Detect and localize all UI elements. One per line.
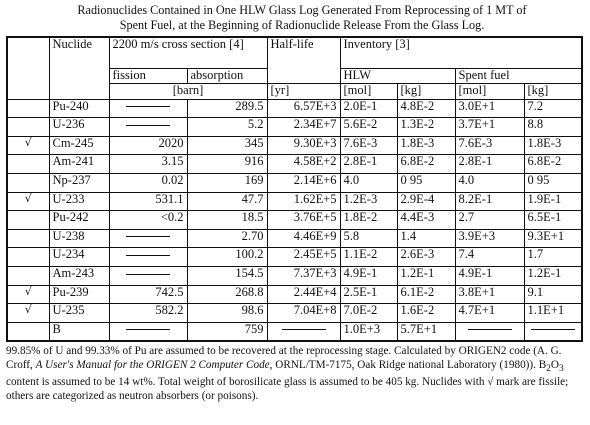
footnote-subscript-3: 3 (558, 363, 564, 374)
absorption-cross-section: 916 (187, 155, 267, 174)
half-life: 2.34E+7 (267, 118, 340, 137)
spent-fuel-kg: 1.2E-1 (524, 267, 582, 286)
em-dash-placeholder (126, 236, 170, 237)
fissile-mark: √ (7, 192, 49, 211)
spent-fuel-mol: 4.7E+1 (455, 304, 524, 323)
spent-fuel-kg: 9.1 (524, 285, 582, 304)
footnote (6, 345, 584, 404)
spent-fuel-mol: 7.6E-3 (455, 136, 524, 155)
table-row (7, 211, 582, 230)
table-row (7, 99, 582, 118)
fissile-mark (7, 173, 49, 192)
header-half-life: Half-life (267, 37, 340, 84)
nuclide-name: Am-241 (49, 155, 109, 174)
fission-cross-section: 531.1 (109, 192, 187, 211)
spent-fuel-kg: 9.3E+1 (524, 229, 582, 248)
absorption-cross-section: 268.8 (187, 285, 267, 304)
hlw-kg: 4.4E-3 (397, 211, 455, 230)
hlw-kg: 0 95 (397, 173, 455, 192)
hlw-mol: 1.8E-2 (340, 211, 397, 230)
em-dash-placeholder (126, 106, 170, 107)
spent-fuel-kg: 1.7 (524, 248, 582, 267)
spent-fuel-mol: 8.2E-1 (455, 192, 524, 211)
hlw-mol: 1.0E+3 (340, 322, 397, 341)
spent-fuel-kg: 6.8E-2 (524, 155, 582, 174)
table-row (7, 322, 582, 341)
hlw-kg: 1.3E-2 (397, 118, 455, 137)
fissile-mark (7, 118, 49, 137)
header-inventory: Inventory [3] (340, 37, 582, 68)
table-caption (22, 3, 582, 33)
caption-line-2: Spent Fuel, at the Beginning of Radionuclide Release From the Glass Log. (119, 18, 485, 32)
header-absorption: absorption (187, 68, 267, 84)
half-life: 2.14E+6 (267, 173, 340, 192)
absorption-cross-section: 154.5 (187, 267, 267, 286)
nuclide-name: U-235 (49, 304, 109, 323)
nuclide-name: Cm-245 (49, 136, 109, 155)
hlw-mol: 7.6E-3 (340, 136, 397, 155)
spent-fuel-mol: 3.8E+1 (455, 285, 524, 304)
em-dash-placeholder (126, 329, 170, 330)
spent-fuel-kg: 6.5E-1 (524, 211, 582, 230)
hlw-mol: 7.0E-2 (340, 304, 397, 323)
fission-cross-section: 582.2 (109, 304, 187, 323)
footnote-text-o: O (550, 358, 559, 371)
fission-cross-section (109, 267, 187, 286)
half-life: 2.45E+5 (267, 248, 340, 267)
em-dash-placeholder (282, 329, 326, 330)
absorption-cross-section: 47.7 (187, 192, 267, 211)
hlw-mol: 1.2E-3 (340, 192, 397, 211)
hlw-mol: 4.0 (340, 173, 397, 192)
fission-cross-section: 742.5 (109, 285, 187, 304)
header-fission: fission (109, 68, 187, 84)
header-unit-sf-kg: [kg] (524, 84, 582, 100)
spent-fuel-kg: 8.8 (524, 118, 582, 137)
hlw-kg: 1.6E-2 (397, 304, 455, 323)
spent-fuel-mol: 3.9E+3 (455, 229, 524, 248)
nuclide-name: Am-243 (49, 267, 109, 286)
hlw-mol: 2.0E-1 (340, 99, 397, 118)
hlw-kg: 1.2E-1 (397, 267, 455, 286)
fission-cross-section: 0.02 (109, 173, 187, 192)
absorption-cross-section: 100.2 (187, 248, 267, 267)
fissile-mark (7, 248, 49, 267)
fission-cross-section: 3.15 (109, 155, 187, 174)
half-life: 6.57E+3 (267, 99, 340, 118)
hlw-kg: 5.7E+1 (397, 322, 455, 341)
hlw-mol: 4.9E-1 (340, 267, 397, 286)
fissile-mark (7, 229, 49, 248)
absorption-cross-section: 759 (187, 322, 267, 341)
em-dash-placeholder (126, 274, 170, 275)
hlw-kg: 6.8E-2 (397, 155, 455, 174)
half-life (267, 322, 340, 341)
header-spent-fuel: Spent fuel (455, 68, 582, 84)
absorption-cross-section: 2.70 (187, 229, 267, 248)
half-life: 1.62E+5 (267, 192, 340, 211)
hlw-mol: 2.5E-1 (340, 285, 397, 304)
nuclide-name: B (49, 322, 109, 341)
header-unit-barn: [barn] (109, 84, 267, 100)
hlw-kg: 2.6E-3 (397, 248, 455, 267)
radionuclide-table (6, 36, 583, 342)
spent-fuel-mol: 3.7E+1 (455, 118, 524, 137)
spent-fuel-kg (524, 322, 582, 341)
table-row (7, 136, 582, 155)
header-mark (7, 37, 49, 99)
fissile-mark: √ (7, 304, 49, 323)
fissile-mark (7, 267, 49, 286)
caption-line-1: Radionuclides Contained in One HLW Glass Log Generated From Reprocessing of 1 MT of (77, 3, 527, 17)
table-row (7, 285, 582, 304)
em-dash-placeholder (531, 329, 575, 330)
nuclide-name: Pu-242 (49, 211, 109, 230)
nuclide-name: Pu-239 (49, 285, 109, 304)
hlw-kg: 2.9E-4 (397, 192, 455, 211)
header-nuclide: Nuclide (49, 37, 109, 99)
fission-cross-section (109, 99, 187, 118)
fission-cross-section (109, 248, 187, 267)
half-life: 7.37E+3 (267, 267, 340, 286)
footnote-reference-title: A User's Manual for the ORIGEN 2 Computer Code (35, 358, 270, 371)
spent-fuel-mol: 7.4 (455, 248, 524, 267)
spent-fuel-mol: 2.8E-1 (455, 155, 524, 174)
half-life: 3.76E+5 (267, 211, 340, 230)
half-life: 9.30E+3 (267, 136, 340, 155)
hlw-kg: 4.8E-2 (397, 99, 455, 118)
fission-cross-section (109, 229, 187, 248)
fissile-mark (7, 155, 49, 174)
nuclide-name: U-238 (49, 229, 109, 248)
footnote-text-2: , ORNL/TM-7175, Oak Ridge national Laboratory (1980)). B (269, 358, 547, 371)
table-row (7, 192, 582, 211)
hlw-mol: 5.8 (340, 229, 397, 248)
half-life: 4.58E+2 (267, 155, 340, 174)
header-unit-hlw-mol: [mol] (340, 84, 397, 100)
spent-fuel-kg: 1.8E-3 (524, 136, 582, 155)
nuclide-name: U-236 (49, 118, 109, 137)
table-row (7, 304, 582, 323)
absorption-cross-section: 169 (187, 173, 267, 192)
footnote-subscript-2: 2 (546, 363, 551, 374)
fission-cross-section: 2020 (109, 136, 187, 155)
em-dash-placeholder (126, 125, 170, 126)
half-life: 7.04E+8 (267, 304, 340, 323)
header-unit-yr: [yr] (267, 84, 340, 100)
spent-fuel-kg: 1.9E-1 (524, 192, 582, 211)
fission-cross-section (109, 118, 187, 137)
footnote-text-1: 99.85% of U and 99.33% of Pu are assumed to be recovered at the reprocessing stage. Calculated by ORIGEN2 code (A. G. Croff, (6, 345, 562, 371)
fission-cross-section: <0.2 (109, 211, 187, 230)
nuclide-name: U-233 (49, 192, 109, 211)
hlw-kg: 6.1E-2 (397, 285, 455, 304)
spent-fuel-kg: 7.2 (524, 99, 582, 118)
header-hlw: HLW (340, 68, 455, 84)
hlw-mol: 2.8E-1 (340, 155, 397, 174)
table-row (7, 173, 582, 192)
fission-cross-section (109, 322, 187, 341)
table-row (7, 118, 582, 137)
table-row (7, 267, 582, 286)
em-dash-placeholder (126, 255, 170, 256)
half-life: 2.44E+4 (267, 285, 340, 304)
spent-fuel-mol (455, 322, 524, 341)
spent-fuel-kg: 0 95 (524, 173, 582, 192)
table-row (7, 248, 582, 267)
fissile-mark: √ (7, 285, 49, 304)
fissile-mark (7, 211, 49, 230)
spent-fuel-mol: 4.9E-1 (455, 267, 524, 286)
em-dash-placeholder (468, 329, 512, 330)
absorption-cross-section: 345 (187, 136, 267, 155)
table-row (7, 155, 582, 174)
absorption-cross-section: 289.5 (187, 99, 267, 118)
table-row (7, 229, 582, 248)
fissile-mark: √ (7, 136, 49, 155)
spent-fuel-mol: 4.0 (455, 173, 524, 192)
hlw-mol: 1.1E-2 (340, 248, 397, 267)
header-unit-sf-mol: [mol] (455, 84, 524, 100)
hlw-kg: 1.4 (397, 229, 455, 248)
absorption-cross-section: 5.2 (187, 118, 267, 137)
footnote-text-3: content is assumed to be 14 wt%. Total weight of borosilicate glass is assumed to be 405 kg. Nuclides with √ mark are fissile; others are categorized as neutron absorbers (or poisons). (6, 376, 569, 403)
fissile-mark (7, 322, 49, 341)
spent-fuel-kg: 1.1E+1 (524, 304, 582, 323)
nuclide-name: Np-237 (49, 173, 109, 192)
half-life: 4.46E+9 (267, 229, 340, 248)
fissile-mark (7, 99, 49, 118)
spent-fuel-mol: 2.7 (455, 211, 524, 230)
spent-fuel-mol: 3.0E+1 (455, 99, 524, 118)
nuclide-name: U-234 (49, 248, 109, 267)
hlw-kg: 1.8E-3 (397, 136, 455, 155)
absorption-cross-section: 98.6 (187, 304, 267, 323)
header-unit-hlw-kg: [kg] (397, 84, 455, 100)
hlw-mol: 5.6E-2 (340, 118, 397, 137)
header-cross-section: 2200 m/s cross section [4] (109, 37, 267, 68)
nuclide-name: Pu-240 (49, 99, 109, 118)
absorption-cross-section: 18.5 (187, 211, 267, 230)
